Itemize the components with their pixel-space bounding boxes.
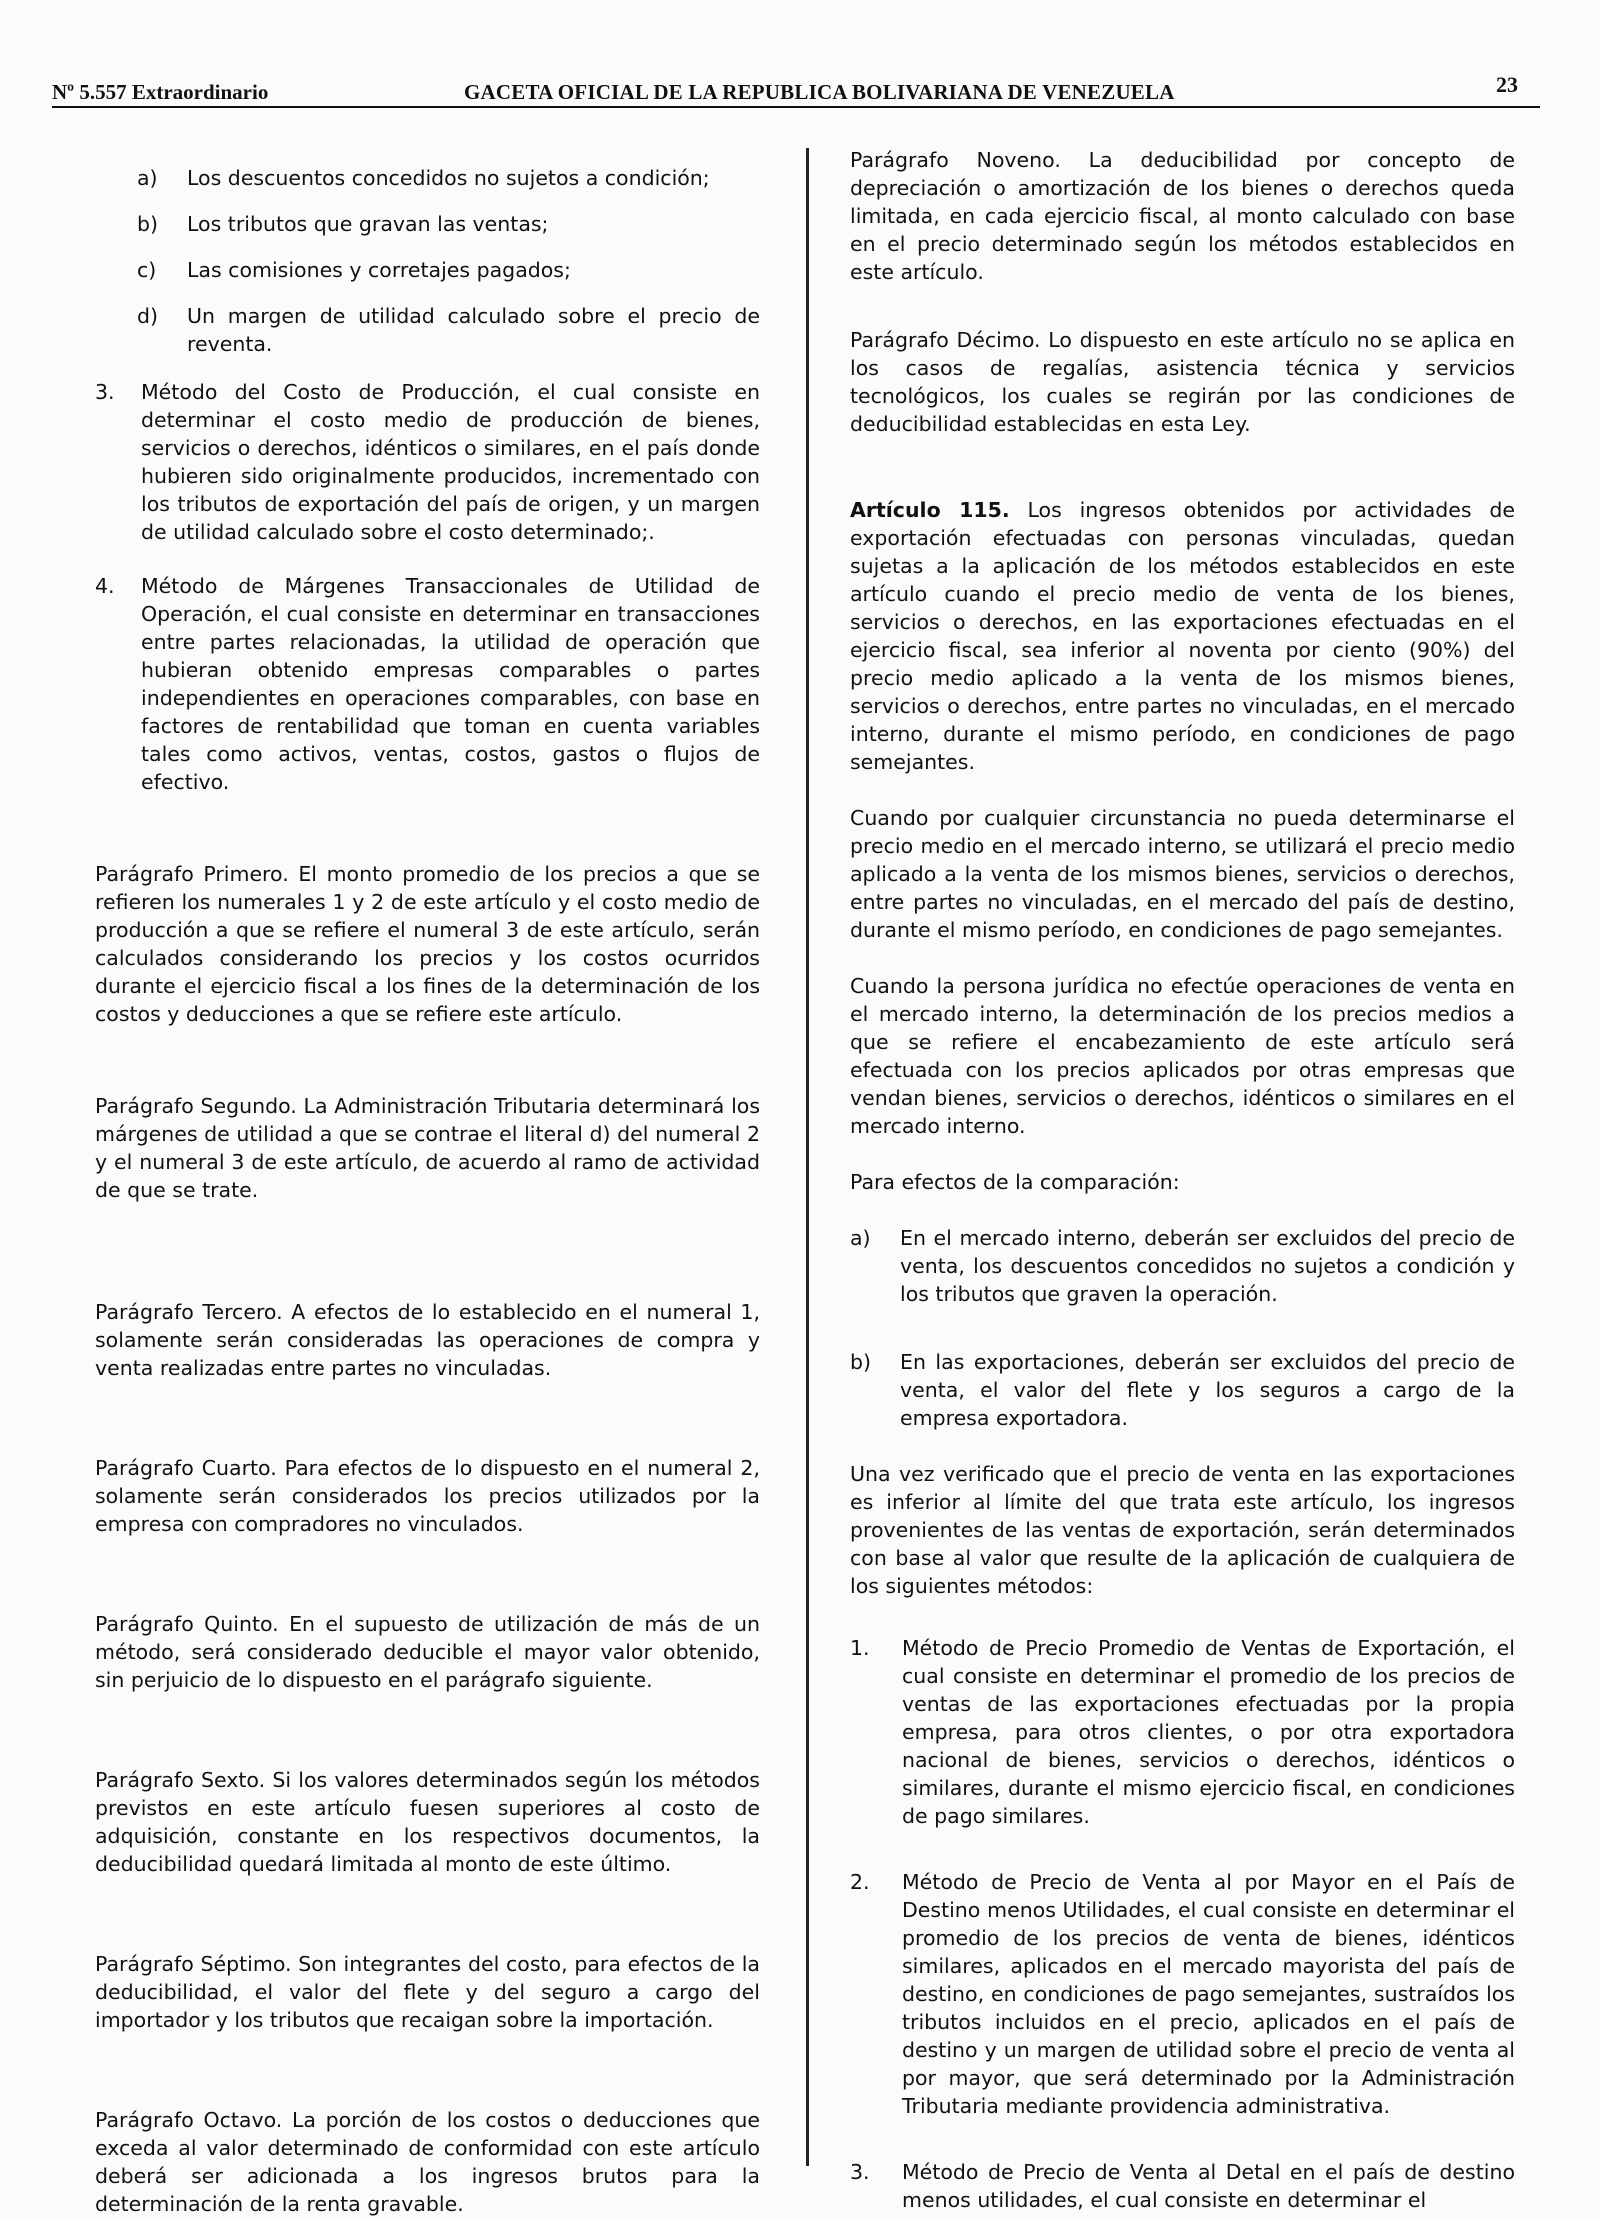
paragraph-comparison-intro: Para efectos de la comparación: (850, 1170, 1180, 1194)
paragraph-methods-intro: Una vez verificado que el precio de venta en las exportaciones es inferior al límite del que trata este artículo, los ingresos provenientes de las ventas de exportación, serán determinados con base al valor que resulte de la aplicación de cualquiera de los siguientes métodos: (850, 1462, 1515, 1598)
comparison-a: a) En el mercado interno, deberán ser excluidos del precio de venta, los descuentos concedidos no sujetos a condición y los tributos que graven la operación. (850, 1226, 1515, 1306)
left-column (95, 146, 760, 2218)
paragrafo-sexto: Parágrafo Sexto. Si los valores determinados según los métodos previstos en este artículo fuesen superiores al costo de adquisición, constante en los respectivos documentos, la deducibilidad quedará limitada al monto de este último. (95, 1768, 760, 1876)
issue-number: Nº 5.557 Extraordinario (52, 80, 269, 104)
literal-c: c) Las comisiones y corretajes pagados; (137, 258, 571, 282)
article-text: Los ingresos obtenidos por actividades de exportación efectuadas con personas vinculadas, quedan sujetas a la aplicación de los métodos establecidos en este artículo cuando el precio medio de venta de los bienes, servicios o derechos, en las exportaciones efectuadas en el ejercicio fiscal, sea inferior al noventa por ciento (90%) del precio medio aplicado a la venta de los mismos bienes, servicios o derechos, entre partes no vinculadas, en el mercado interno, durante el mismo período, en condiciones de pago semejantes. (850, 498, 1515, 774)
paragrafo-octavo: Parágrafo Octavo. La porción de los costos o deducciones que exceda al valor determinado de conformidad con este artículo deberá ser adicionada a los ingresos brutos para la determinación de la renta gravable. (95, 2108, 760, 2216)
paragraph-no-domestic-sales: Cuando la persona jurídica no efectúe operaciones de venta en el mercado interno, la determinación de los precios medios a que se refiere el encabezamiento de este artículo será efectuada con los precios aplicados por otras empresas que vendan bienes, servicios o derechos, idénticos o similares en el mercado interno. (850, 974, 1515, 1138)
paragrafo-decimo: Parágrafo Décimo. Lo dispuesto en este artículo no se aplica en los casos de regalías, asistencia técnica y servicios tecnológicos, los cuales se regirán por las condiciones de deducibilidad establecidas en esta Ley. (850, 328, 1515, 436)
gazette-title: GACETA OFICIAL DE LA REPUBLICA BOLIVARIANA DE VENEZUELA (464, 80, 1175, 104)
export-method-3: 3. Método de Precio de Venta al Detal en el país de destino menos utilidades, el cual consiste en determinar el (850, 2160, 1515, 2212)
articulo-115 (850, 496, 1515, 776)
literal-b: b) Los tributos que gravan las ventas; (137, 212, 549, 236)
method-4: 4. Método de Márgenes Transaccionales de Utilidad de Operación, el cual consiste en determinar en transacciones entre partes relacionadas, la utilidad de operación que hubieran obtenido empresas comparables o partes independientes en operaciones comparables, con base en factores de rentabilidad que toman en cuenta variables tales como activos, ventas, costos, gastos o flujos de efectivo. (95, 574, 760, 794)
comparison-b: b) En las exportaciones, deberán ser excluidos del precio de venta, el valor del flete y los seguros a cargo de la empresa exportadora. (850, 1350, 1515, 1430)
method-3: 3. Método del Costo de Producción, el cual consiste en determinar el costo medio de producción de bienes, servicios o derechos, idénticos o similares, en el país donde hubieren sido originalmente producidos, incrementado con los tributos de exportación del país de origen, y un margen de utilidad calculado sobre el costo determinado;. (95, 380, 760, 544)
paragrafo-septimo: Parágrafo Séptimo. Son integrantes del costo, para efectos de la deducibilidad, el valor del flete y del seguro a cargo del importador y los tributos que recaigan sobre la importación. (95, 1952, 760, 2032)
right-column (850, 146, 1515, 2214)
paragrafo-segundo: Parágrafo Segundo. La Administración Tributaria determinará los márgenes de utilidad a que se contrae el literal d) del numeral 2 y el numeral 3 de este artículo, de acuerdo al ramo de actividad de que se trate. (95, 1094, 760, 1202)
paragrafo-noveno: Parágrafo Noveno. La deducibilidad por concepto de depreciación o amortización de los bienes o derechos queda limitada, en cada ejercicio fiscal, al monto calculado con base en el precio determinado según los métodos establecidos en este artículo. (850, 148, 1515, 284)
paragrafo-tercero: Parágrafo Tercero. A efectos de lo establecido en el numeral 1, solamente serán consideradas las operaciones de compra y venta realizadas entre partes no vinculadas. (95, 1300, 760, 1380)
column-divider (806, 148, 809, 2166)
export-method-2: 2. Método de Precio de Venta al por Mayor en el País de Destino menos Utilidades, el cual consiste en determinar el promedio de los precios de venta de bienes, idénticos similares, aplicados en el mercado mayorista del país de destino, en condiciones de pago semejantes, sustraídos los tributos incluidos en el precio, aplicados en el país de destino y un margen de utilidad sobre el precio de venta al por mayor, que será determinado por la Administración Tributaria mediante providencia administrativa. (850, 1870, 1515, 2118)
page-number: 23 (1496, 72, 1518, 97)
paragraph-market-destination: Cuando por cualquier circunstancia no pueda determinarse el precio medio en el mercado interno, se utilizará el precio medio aplicado a la venta de los mismos bienes, servicios o derechos, entre partes no vinculadas, en el mercado del país de destino, durante el mismo período, en condiciones de pago semejantes. (850, 806, 1515, 942)
literal-d: d) Un margen de utilidad calculado sobre el precio de reventa. (137, 304, 760, 356)
article-label: Artículo 115. (850, 498, 1010, 522)
paragrafo-cuarto: Parágrafo Cuarto. Para efectos de lo dispuesto en el numeral 2, solamente serán considerados los precios utilizados por la empresa con compradores no vinculados. (95, 1456, 760, 1536)
export-method-1: 1. Método de Precio Promedio de Ventas de Exportación, el cual consiste en determinar el promedio de los precios de ventas de las exportaciones efectuadas por la propia empresa, para otros clientes, o por otra exportadora nacional de bienes, servicios o derechos, idénticos o similares, durante el mismo ejercicio fiscal, en condiciones de pago similares. (850, 1636, 1515, 1828)
literal-a: a) Los descuentos concedidos no sujetos a condición; (137, 166, 710, 190)
gazette-header (52, 72, 1540, 108)
paragrafo-primero: Parágrafo Primero. El monto promedio de los precios a que se refieren los numerales 1 y 2 de este artículo y el costo medio de producción a que se refiere el numeral 3 de este artículo, serán calculados considerando los precios y los costos ocurridos durante el ejercicio fiscal a los fines de la determinación de los costos y deducciones a que se refiere este artículo. (95, 862, 760, 1026)
paragrafo-quinto: Parágrafo Quinto. En el supuesto de utilización de más de un método, será considerado deducible el mayor valor obtenido, sin perjuicio de lo dispuesto en el parágrafo siguiente. (95, 1612, 760, 1692)
